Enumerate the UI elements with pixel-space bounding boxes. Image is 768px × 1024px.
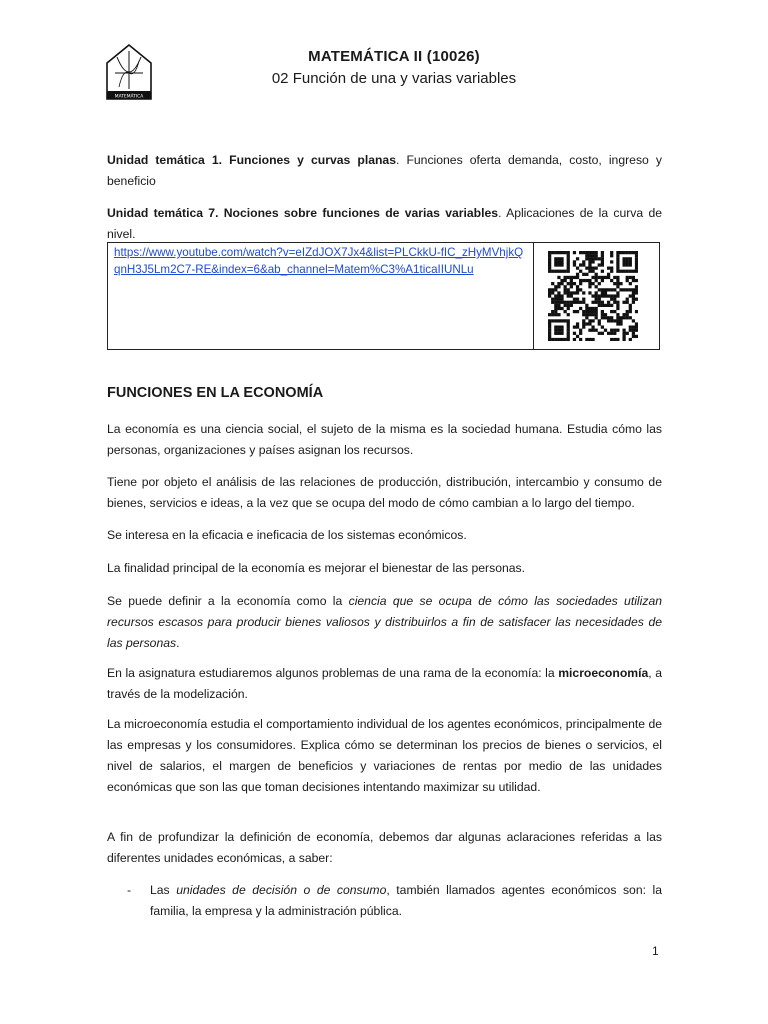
paragraph-5-end: . [176,636,180,650]
list-item [150,880,662,922]
unit-7-description: . Aplicaciones de la curva de nivel. [107,206,663,241]
unit-7-paragraph [107,203,662,245]
paragraph-4: La finalidad principal de la economía es mejorar el bienestar de las personas. [107,561,526,575]
paragraph-3: Se interesa en la eficacia e ineficacia de los sistemas económicos. [107,528,467,542]
paragraph-2: Tiene por objeto el análisis de las relaciones de producción, distribución, intercambio y consumo de bienes, servicios e ideas, a la vez que se ocupa del modo de cómo cambian a lo largo del tiempo. [107,475,662,510]
unit-1-label: Unidad temática 1. Funciones y curvas planas [107,153,396,167]
document-subtitle: 02 Función de una y varias variables [271,70,517,87]
video-link-box [107,242,660,350]
unit-1-description: . Funciones oferta demanda, costo, ingreso y beneficio [107,153,662,188]
paragraph-6 [107,663,662,705]
video-link[interactable]: https://www.youtube.com/watch?v=eIZdJOX7Jx4&list=PLCkkU-fIC_zHyMVhjkQqnH3J5Lm2C7-RE&index=6&ab_channel=Matem%C3%A1ticaIIUNLu [114,246,524,276]
list-item-intro: Las [150,883,177,897]
paragraph-6-intro: En la asignatura estudiaremos algunos problemas de una rama de la economía: la [107,666,559,680]
box-divider [533,243,534,349]
microeconomia-term: microeconomía [558,666,649,680]
svg-text:MATEMÁTICA: MATEMÁTICA [114,94,144,100]
section-title: FUNCIONES EN LA ECONOMÍA [107,385,324,401]
list-item-text: , también llamados agentes económicos son: la familia, la empresa y la administración pública. [150,883,662,918]
list-item-term: unidades de decisión o de consumo [176,883,387,897]
math-logo-icon [105,43,153,101]
page-number: 1 [652,944,659,958]
qr-code-icon[interactable] [548,251,638,341]
unit-1-paragraph [107,150,662,192]
paragraph-7: La microeconomía estudia el comportamiento individual de los agentes económicos, principalmente de las empresas y los consumidores. Explica cómo se determinan los precios de bienes o servicios, el nivel de salarios, el margen de beneficios y variaciones de rentas por medio de las unidades económicas que son las que toman decisiones intentando maximizar su utilidad. [107,717,662,794]
paragraph-1: La economía es una ciencia social, el sujeto de la misma es la sociedad humana. Estudia cómo las personas, organizaciones y países asignan los recursos. [107,422,662,457]
document-title: MATEMÁTICA II (10026) [308,48,480,65]
paragraph-5-intro: Se puede definir a la economía como la [107,594,349,608]
paragraph-8: A fin de profundizar la definición de economía, debemos dar algunas aclaraciones referidas a las diferentes unidades económicas, a saber: [107,830,662,865]
list-bullet: - [127,883,132,897]
unit-7-label: Unidad temática 7. Nociones sobre funciones de varias variables [107,206,499,220]
economy-definition: ciencia que se ocupa de cómo las sociedades utilizan recursos escasos para producir bienes valiosos y distribuirlos a fin de satisfacer las necesidades de las personas [107,594,662,650]
paragraph-6-end: , a través de la modelización. [107,666,662,701]
paragraph-5 [107,591,662,654]
